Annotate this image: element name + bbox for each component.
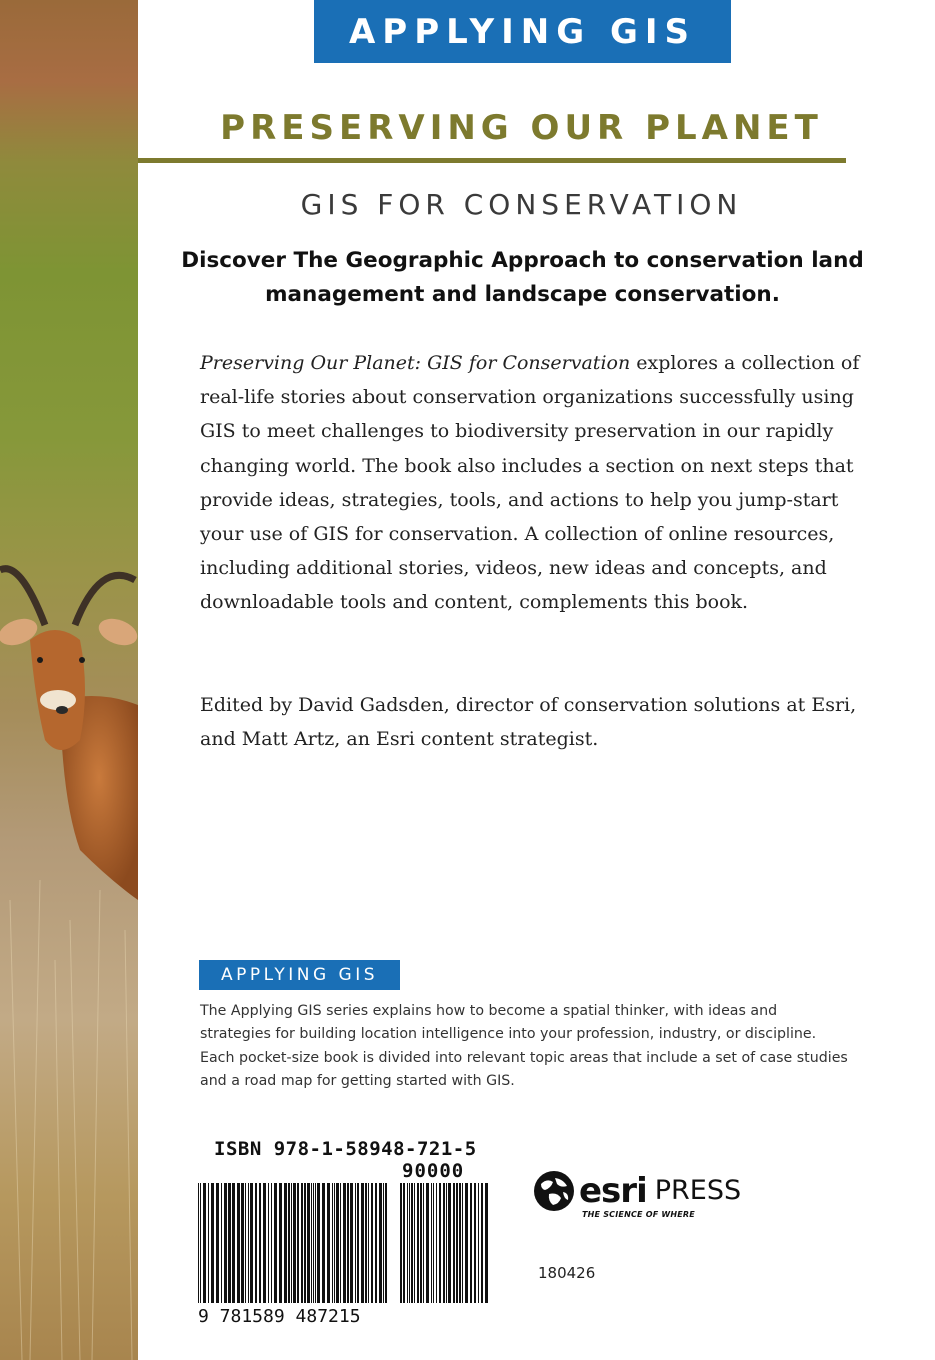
- barcode-bar: [332, 1183, 333, 1303]
- barcode-bar: [347, 1183, 349, 1303]
- barcode-bar: [383, 1183, 384, 1303]
- isbn-label: ISBN 978-1-58948-721-5: [214, 1138, 477, 1160]
- series-badge-label: APPLYING GIS: [220, 965, 378, 985]
- globe-icon: [533, 1170, 575, 1212]
- barcode-bar: [279, 1183, 282, 1303]
- book-description: [200, 346, 860, 620]
- barcode-bar: [232, 1183, 235, 1303]
- barcode-bar: [297, 1183, 299, 1303]
- esri-press-logo: [533, 1170, 741, 1212]
- isbn-barcode: [198, 1183, 390, 1303]
- barcode-bar: [340, 1183, 341, 1303]
- barcode-bar: [307, 1183, 310, 1303]
- barcode-bar: [453, 1183, 455, 1303]
- barcode-bar: [371, 1183, 373, 1303]
- series-description: The Applying GIS series explains how to become a spatial thinker, with ideas and strategies for building location intelligence into your profession, industry, or discipline. Each pocket-size book is divided into relevant topic areas that include a set of case studies and a road map for getting started with GIS.: [200, 1003, 848, 1089]
- esri-wordmark: esri: [579, 1171, 647, 1211]
- barcode-bar: [375, 1183, 377, 1303]
- barcode-bar: [255, 1183, 257, 1303]
- description-text: explores a collection of real-life stories about conservation organizations successfully using GIS to meet challenges to biodiversity preservation in our rapidly changing world. The book also includes a section on next steps that provide ideas, strategies, tools, and actions to help you jump-start your use of GIS for conservation. A collection of online resources, including additional stories, videos, new ideas and concepts, and downloadable tools and content, complements this book.: [200, 352, 860, 614]
- barcode-bar: [456, 1183, 458, 1303]
- book-subtitle: GIS FOR CONSERVATION: [300, 188, 743, 221]
- tagline: Discover The Geographic Approach to conservation land management and landscape conservation.: [181, 248, 864, 307]
- barcode-bar: [474, 1183, 476, 1303]
- barcode-bar: [301, 1183, 303, 1303]
- barcode-bar: [336, 1183, 339, 1303]
- barcode-bar: [443, 1183, 445, 1303]
- barcode-bar: [420, 1183, 422, 1303]
- barcode-bar: [355, 1183, 356, 1303]
- barcode-bar: [365, 1183, 367, 1303]
- barcode-bar: [293, 1183, 296, 1303]
- barcode-bar: [263, 1183, 266, 1303]
- barcode-bar: [250, 1183, 253, 1303]
- barcode-bar: [313, 1183, 314, 1303]
- barcode-digits: 9 781589 487215: [198, 1306, 361, 1327]
- series-banner: [314, 0, 731, 63]
- description-book-title: Preserving Our Planet: GIS for Conservation: [200, 352, 631, 374]
- barcode-bar: [350, 1183, 353, 1303]
- barcode-bar: [481, 1183, 483, 1303]
- barcode-bar: [409, 1183, 410, 1303]
- barcode-bar: [407, 1183, 408, 1303]
- barcode-bar: [411, 1183, 413, 1303]
- barcode-bar: [200, 1183, 201, 1303]
- barcode-bar: [436, 1183, 437, 1303]
- editors-credit: Edited by David Gadsden, director of conservation solutions at Esri, and Matt Artz, an Esri content strategist.: [200, 694, 857, 751]
- book-title: PRESERVING OUR PLANET: [220, 108, 823, 148]
- barcode-bar: [433, 1183, 434, 1303]
- series-badge: [199, 960, 400, 990]
- barcode-bar: [224, 1183, 227, 1303]
- barcode-bar: [462, 1183, 463, 1303]
- barcode-bar: [248, 1183, 249, 1303]
- barcode-bar: [446, 1183, 447, 1303]
- barcode-bar: [478, 1183, 479, 1303]
- barcode-bar: [368, 1183, 369, 1303]
- barcode-bar: [271, 1183, 272, 1303]
- barcode-bar: [485, 1183, 488, 1303]
- barcode-bar: [448, 1183, 451, 1303]
- barcode-bar: [291, 1183, 292, 1303]
- title-divider: [138, 158, 846, 163]
- barcode-bar: [439, 1183, 441, 1303]
- price-code: 90000: [402, 1160, 465, 1182]
- barcode-bar: [315, 1183, 316, 1303]
- barcode-bar: [208, 1183, 209, 1303]
- barcode-bar: [211, 1183, 214, 1303]
- barcode-bar: [317, 1183, 320, 1303]
- barcode-bar: [385, 1183, 387, 1303]
- barcode-bar: [311, 1183, 312, 1303]
- barcode-bar: [274, 1183, 277, 1303]
- barcode-bar: [237, 1183, 240, 1303]
- barcode-bar: [228, 1183, 231, 1303]
- barcode-bar: [327, 1183, 330, 1303]
- barcode-bar: [414, 1183, 415, 1303]
- product-code: 180426: [538, 1264, 596, 1282]
- series-banner-label: APPLYING GIS: [348, 11, 697, 52]
- barcode-bar: [203, 1183, 206, 1303]
- barcode-bar: [288, 1183, 290, 1303]
- barcode-bar: [221, 1183, 222, 1303]
- barcode-bar: [216, 1183, 219, 1303]
- price-addon-barcode: [400, 1183, 490, 1303]
- barcode-bar: [459, 1183, 461, 1303]
- barcode-bar: [245, 1183, 246, 1303]
- barcode-bar: [426, 1183, 429, 1303]
- barcode-bar: [400, 1183, 402, 1303]
- barcode-bar: [259, 1183, 261, 1303]
- barcode-bar: [343, 1183, 346, 1303]
- press-wordmark: PRESS: [654, 1175, 742, 1206]
- barcode-bar: [241, 1183, 244, 1303]
- barcode-bar: [361, 1183, 364, 1303]
- barcode-bar: [403, 1183, 405, 1303]
- barcode-bar: [417, 1183, 419, 1303]
- barcode-bar: [322, 1183, 325, 1303]
- cover-photo-impala: [0, 0, 138, 1360]
- barcode-bar: [284, 1183, 287, 1303]
- barcode-bar: [379, 1183, 382, 1303]
- barcode-bar: [423, 1183, 424, 1303]
- barcode-bar: [304, 1183, 306, 1303]
- barcode-bar: [268, 1183, 269, 1303]
- barcode-bar: [198, 1183, 199, 1303]
- barcode-bar: [465, 1183, 468, 1303]
- barcode-bar: [334, 1183, 335, 1303]
- barcode-bar: [431, 1183, 432, 1303]
- barcode-bar: [357, 1183, 359, 1303]
- barcode-bar: [470, 1183, 472, 1303]
- publisher-tagline: THE SCIENCE OF WHERE: [582, 1210, 695, 1219]
